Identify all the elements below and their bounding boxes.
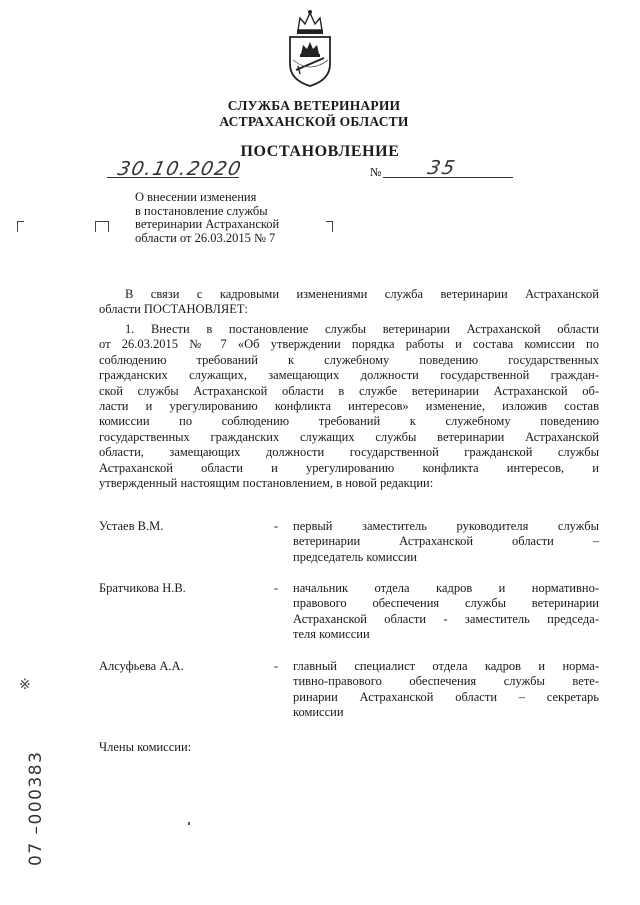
members-label: Члены комиссии: [99,740,192,754]
corner-mark [102,221,109,232]
member-name: Алсуфьева А.А. [99,659,184,673]
role-line: ветеринарии Астраханской области – [293,534,599,549]
role-line: тивно-правового обеспечения службы вете- [293,674,599,689]
role-line: правового обеспечения службы ветеринарии [293,596,599,611]
member-name: Братчикова Н.В. [99,581,186,595]
role-line: начальник отдела кадров и нормативно- [293,581,599,595]
text-line: гражданских служащих, замещающих должности государственной граждан- [99,368,599,383]
member-role [293,581,599,643]
role-line: ринарии Астраханской области – секретарь [293,689,599,704]
role-line: теля комиссии [293,627,370,642]
text-line: области, замещающих должности государственной гражданской службы [99,445,599,460]
member-name: Устаев В.М. [99,519,164,533]
document-subject [135,191,325,245]
member-dash: - [274,659,279,673]
text-line: от 26.03.2015 № 7 «Об утверждении порядка работы и состава комиссии по [99,337,599,352]
corner-mark [95,221,102,232]
subject-line: ветеринарии Астраханской [135,217,280,232]
role-line: первый заместитель руководителя службы [293,519,599,533]
text-line: 1. Внести в постановление службы ветеринарии Астраханской области [125,322,599,336]
text-line: ской службы Астраханской области в службе ветеринарии Астраханской об- [99,383,599,398]
document-number: 35 [425,157,459,179]
coat-of-arms-emblem [284,8,336,88]
number-label: № [370,165,382,179]
member-dash: - [274,581,279,595]
role-line: председатель комиссии [293,549,417,564]
number-underline [383,177,513,178]
subject-line: О внесении изменения [135,190,257,204]
subject-line: в постановление службы [135,203,268,218]
text-line: В связи с кадровыми изменениями служба ветеринарии Астраханской [125,287,599,301]
role-line: главный специалист отдела кадров и норма- [293,659,599,673]
member-role [293,519,599,565]
subject-line: области от 26.03.2015 № 7 [135,230,276,245]
text-line: области ПОСТАНОВЛЯЕТ: [99,302,248,317]
margin-mark-icon: ※ [19,677,31,693]
text-line: Астраханской области и урегулированию конфликта интересов, и [99,460,599,475]
text-line: соблюдению требований к служебному поведению государственных [99,352,599,367]
role-line: Астраханской области - заместитель председа- [293,611,599,626]
organization-name-line-1: СЛУЖБА ВЕТЕРИНАРИИ [227,98,401,113]
registration-stamp: 07 –000383 [26,750,46,866]
text-line: утвержденный настоящим постановлением, в новой редакции: [99,476,434,491]
corner-mark [326,221,333,232]
paragraph-item-1 [99,322,599,491]
document-date: 30.10.2020 [115,158,245,180]
member-role [293,659,599,721]
text-line: государственных гражданских служащих службы ветеринарии Астраханской [99,429,599,444]
ink-dot [188,822,190,825]
text-line: комиссии по соблюдению требований к служебному поведению [99,414,599,429]
paragraph-preamble [99,287,599,318]
corner-mark [17,221,24,232]
document-type-title: ПОСТАНОВЛЕНИЕ [240,143,400,160]
date-underline [107,177,239,178]
organization-name-line-2: АСТРАХАНСКОЙ ОБЛАСТИ [219,114,409,129]
text-line: ласти и урегулированию конфликта интересов» изменение, изложив состав [99,399,599,414]
role-line: комиссии [293,705,344,720]
member-dash: - [274,519,279,533]
